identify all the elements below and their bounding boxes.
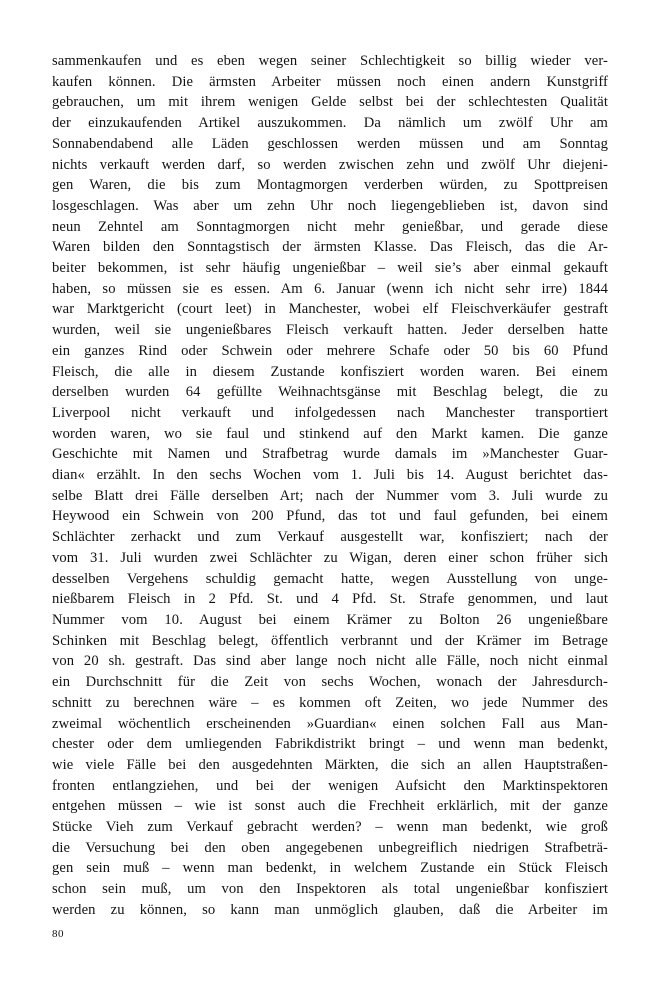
text-line: vom 31. Juli wurden zwei Schlächter zu Wigan, deren einer schon früher sich xyxy=(52,549,608,566)
text-line: kaufen können. Die ärmsten Arbeiter müssen noch einen andern Kunstgriff xyxy=(52,73,608,90)
text-line: Geschichte mit Namen und Strafbetrag wurde damals im »Manchester Guar- xyxy=(52,446,608,463)
text-line: werden zu können, so kann man unmöglich glauben, daß die Arbeiter im xyxy=(52,901,608,918)
text-line: wurden, weil sie ungenießbares Fleisch verkauft hatten. Jeder derselben hatte xyxy=(52,322,608,339)
text-line: Waren bilden den Sonntagstisch der ärmsten Klasse. Das Fleisch, das die Ar- xyxy=(52,239,608,256)
text-line: neun Zehntel am Sonntagmorgen nicht mehr genießbar, und gerade diese xyxy=(52,218,608,235)
text-line: die Versuchung bei den oben angegebenen unbegreiflich niedrigen Strafbeträ- xyxy=(52,839,608,856)
page-number: 80 xyxy=(52,928,64,940)
text-line: war Marktgericht (court leet) in Manchester, wobei elf Fleischverkäufer gestraft xyxy=(52,301,608,318)
text-line: nießbarem Fleisch in 2 Pfd. St. und 4 Pfd. St. Strafe genommen, und laut xyxy=(52,591,608,608)
text-line: haben, so müssen sie es essen. Am 6. Januar (wenn ich nicht sehr irre) 1844 xyxy=(52,280,608,297)
text-line: ein ganzes Rind oder Schwein oder mehrere Schafe oder 50 bis 60 Pfund xyxy=(52,342,608,359)
text-line: schnitt zu berechnen wäre – es kommen oft Zeiten, wo jede Nummer des xyxy=(52,694,608,711)
text-line: schon sein muß, um von den Inspektoren als total ungenießbar konfisziert xyxy=(52,881,608,898)
text-line: losgeschlagen. Was aber um zehn Uhr noch liegengeblieben ist, davon sind xyxy=(52,197,608,214)
text-line: nichts verkauft werden darf, so werden zwischen zehn und zwölf Uhr diejeni- xyxy=(52,156,608,173)
body-text xyxy=(52,51,608,921)
text-line: Stücke Vieh zum Verkauf gebracht werden? – wenn man bedenkt, wie groß xyxy=(52,819,608,836)
text-line: selbe Blatt drei Fälle derselben Art; nach der Nummer vom 3. Juli wurde zu xyxy=(52,487,608,504)
text-line: von 20 sh. gestraft. Das sind aber lange noch nicht alle Fälle, noch nicht einmal xyxy=(52,653,608,670)
text-line: Schinken mit Beschlag belegt, öffentlich verbrannt und der Krämer im Betrage xyxy=(52,632,608,649)
text-line: dian« erzählt. In den sechs Wochen vom 1. Juli bis 14. August berichtet das- xyxy=(52,467,608,484)
text-line: desselben Vergehens schuldig gemacht hatte, wegen Ausstellung von unge- xyxy=(52,570,608,587)
text-line: fronten entlangziehen, und bei der wenigen Aufsicht den Marktinspektoren xyxy=(52,777,608,794)
text-line: gebrauchen, um mit ihrem wenigen Gelde selbst bei der schlechtesten Qualität xyxy=(52,94,608,111)
text-line: Schlächter zerhackt und zum Verkauf ausgestellt war, konfisziert; nach der xyxy=(52,529,608,546)
text-line: der einzukaufenden Artikel auszukommen. Da nämlich um zwölf Uhr am xyxy=(52,115,608,132)
text-line: gen sein muß – wenn man bedenkt, in welchem Zustande ein Stück Fleisch xyxy=(52,860,608,877)
text-line: gen Waren, die bis zum Montagmorgen verderben würden, zu Spottpreisen xyxy=(52,177,608,194)
text-line: Heywood ein Schwein von 200 Pfund, das tot und faul gefunden, bei einem xyxy=(52,508,608,525)
text-line: Liverpool nicht verkauft und infolgedessen nach Manchester transportiert xyxy=(52,404,608,421)
text-line: Sonnabendabend alle Läden geschlossen werden müssen und am Sonntag xyxy=(52,135,608,152)
text-line: chester oder dem umliegenden Fabrikdistrikt bringt – und wenn man bedenkt, xyxy=(52,736,608,753)
text-line: zweimal wöchentlich erscheinenden »Guardian« einen solchen Fall aus Man- xyxy=(52,715,608,732)
text-line: Nummer vom 10. August bei einem Krämer zu Bolton 26 ungenießbare xyxy=(52,611,608,628)
text-line: ein Durchschnitt für die Zeit von sechs Wochen, wonach der Jahresdurch- xyxy=(52,674,608,691)
text-line: beiter bekommen, ist sehr häufig ungenießbar – weil sie’s aber einmal gekauft xyxy=(52,260,608,277)
text-line: Fleisch, die alle in diesem Zustande konfisziert worden waren. Bei einem xyxy=(52,363,608,380)
text-line: worden waren, wo sie faul und stinkend auf den Markt kamen. Die ganze xyxy=(52,425,608,442)
text-line: derselben wurden 64 gefüllte Weihnachtsgänse mit Beschlag belegt, die zu xyxy=(52,384,608,401)
text-line: sammenkaufen und es eben wegen seiner Schlechtigkeit so billig wieder ver- xyxy=(52,53,608,69)
text-line: wie viele Fälle bei den ausgedehnten Märkten, die sich an allen Hauptstraßen- xyxy=(52,756,608,773)
text-line: entgehen müssen – wie ist sonst auch die Frechheit erklärlich, mit der ganze xyxy=(52,798,608,815)
